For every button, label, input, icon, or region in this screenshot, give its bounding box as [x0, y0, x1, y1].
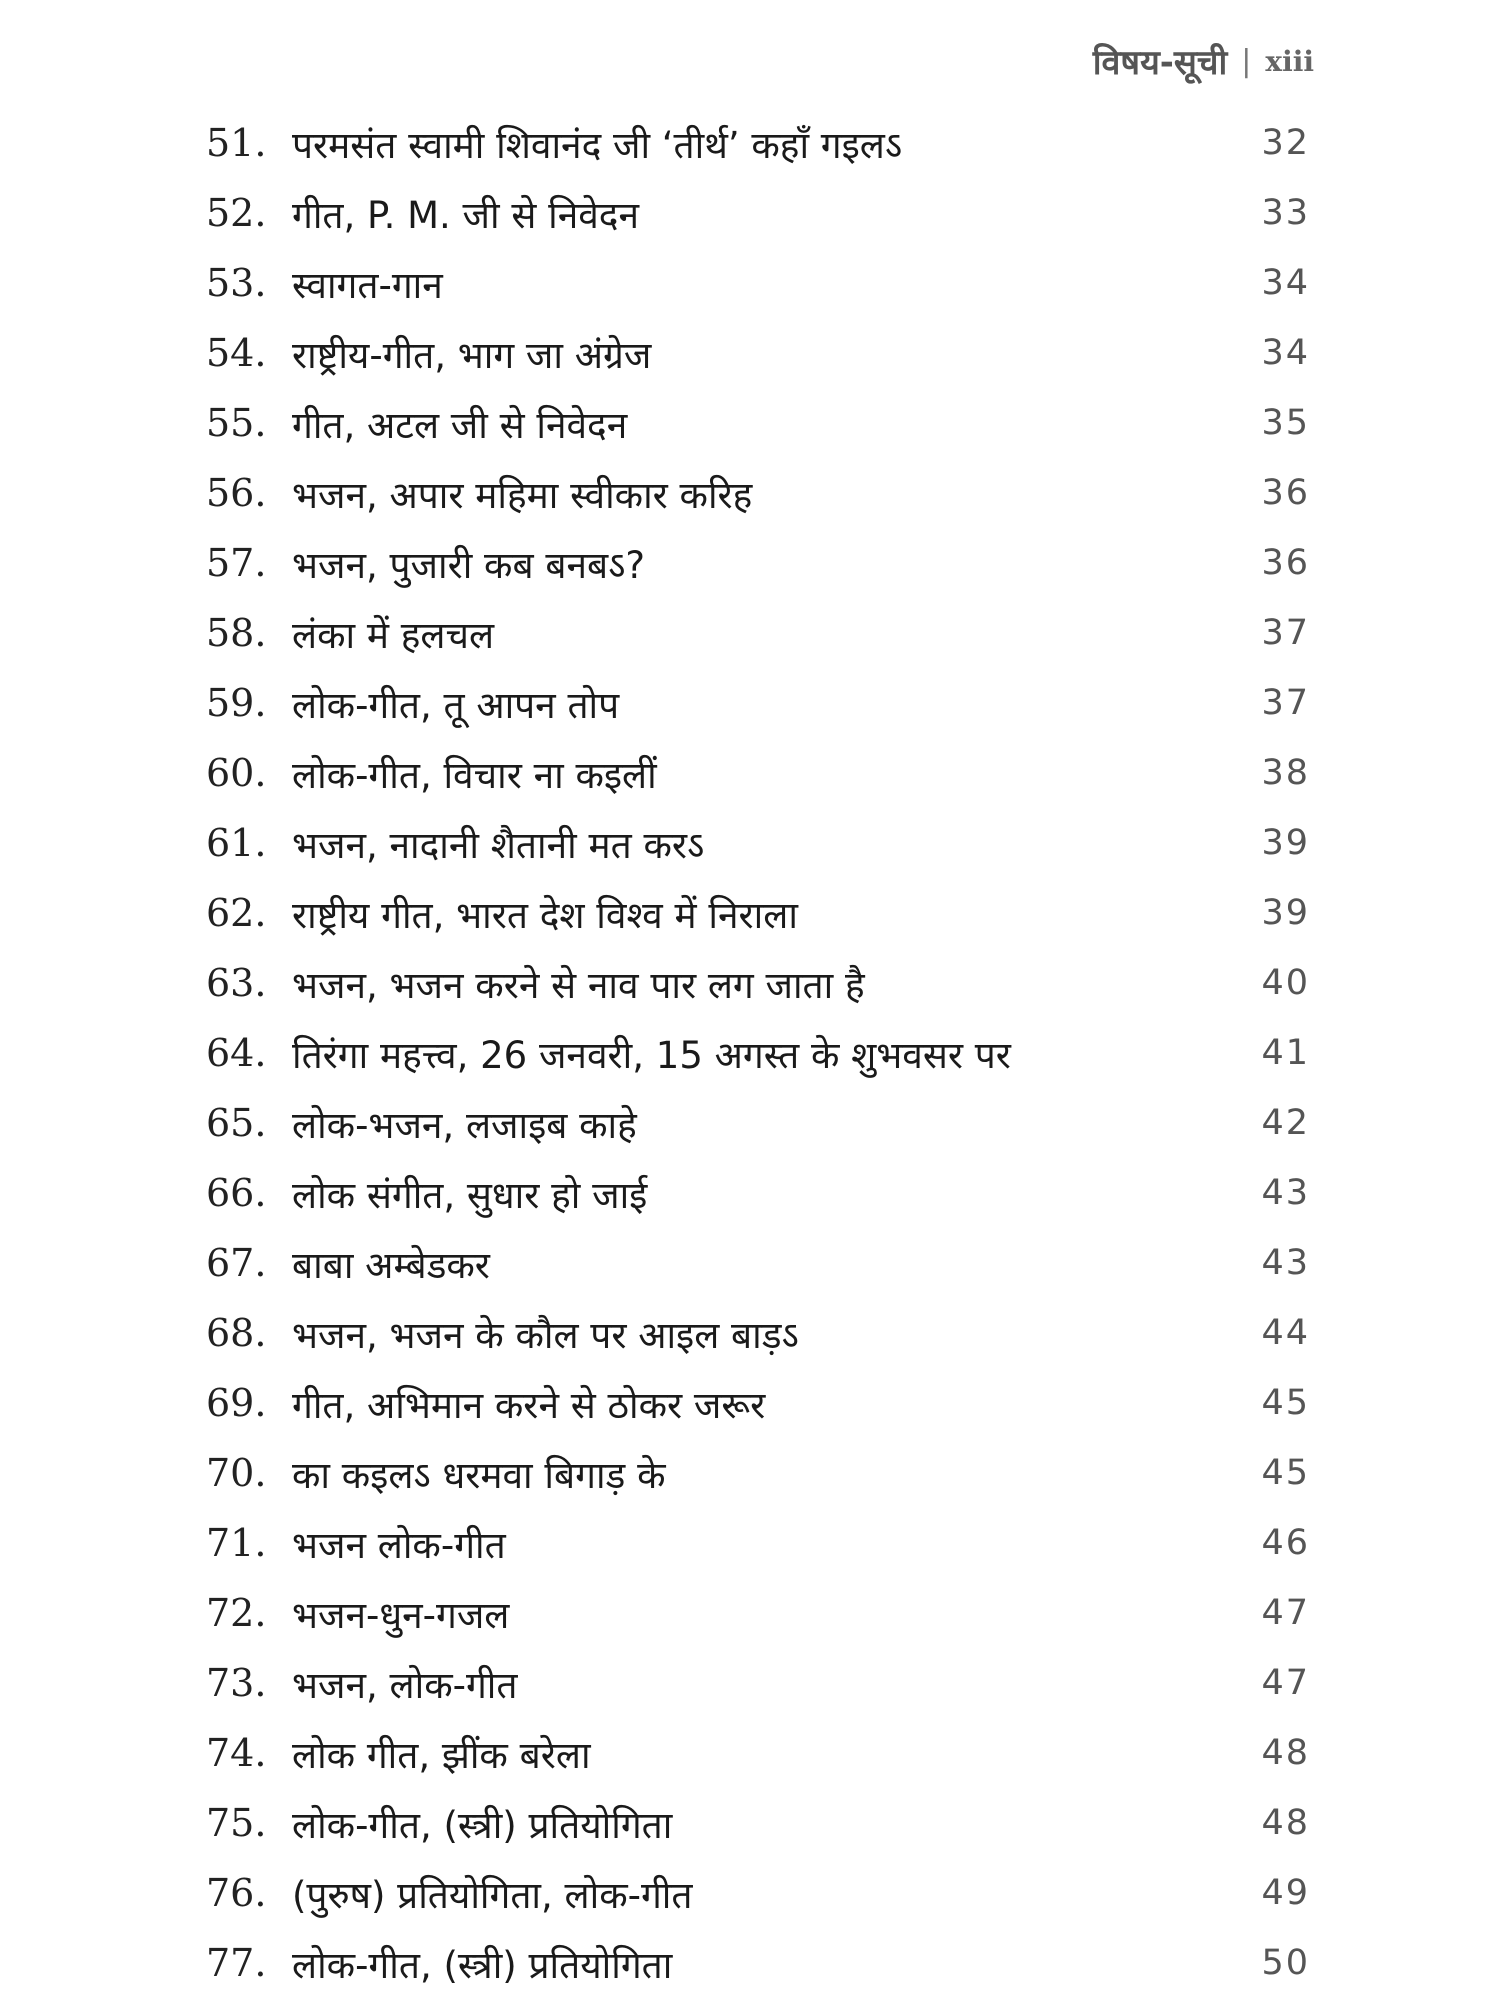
toc-entry-page-number: 43	[1261, 1173, 1310, 1213]
toc-entry-number: 75.	[206, 1801, 267, 1845]
toc-entry	[0, 878, 1500, 948]
toc-entry-page-number: 38	[1261, 753, 1310, 793]
toc-entry-number: 70.	[206, 1451, 267, 1495]
toc-entry-number: 72.	[206, 1591, 267, 1635]
toc-entry-page-number: 48	[1261, 1733, 1310, 1773]
toc-entry-page-number: 43	[1261, 1243, 1310, 1283]
toc-entry-number: 59.	[206, 681, 267, 725]
toc-entry	[0, 1928, 1500, 1998]
toc-entry-title: लोक-भजन, लजाइब काहे	[292, 1103, 637, 1147]
toc-entry-title: का कइलऽ धरमवा बिगाड़ के	[292, 1453, 666, 1497]
toc-entry-number: 57.	[206, 541, 267, 585]
toc-entry	[0, 1718, 1500, 1788]
toc-entry-page-number: 49	[1261, 1873, 1310, 1913]
toc-entry-title: बाबा अम्बेडकर	[292, 1243, 490, 1287]
toc-entry	[0, 668, 1500, 738]
toc-entry	[0, 318, 1500, 388]
toc-entry	[0, 1578, 1500, 1648]
toc-entry-page-number: 33	[1261, 193, 1310, 233]
toc-entry-number: 74.	[206, 1731, 267, 1775]
toc-entry-number: 63.	[206, 961, 267, 1005]
toc-entry-number: 58.	[206, 611, 267, 655]
toc-entry-number: 52.	[206, 191, 267, 235]
toc-entry	[0, 248, 1500, 318]
toc-entry	[0, 1018, 1500, 1088]
toc-entry-page-number: 50	[1261, 1943, 1310, 1983]
header-separator: |	[1241, 43, 1252, 79]
table-of-contents	[0, 108, 1500, 1998]
toc-entry	[0, 598, 1500, 668]
toc-entry-page-number: 47	[1261, 1593, 1310, 1633]
toc-entry-page-number: 34	[1261, 263, 1310, 303]
toc-entry-number: 60.	[206, 751, 267, 795]
toc-entry-number: 68.	[206, 1311, 267, 1355]
toc-entry-page-number: 48	[1261, 1803, 1310, 1843]
toc-entry-page-number: 32	[1261, 123, 1310, 163]
toc-entry-page-number: 39	[1261, 893, 1310, 933]
page-folio: xiii	[1265, 44, 1314, 78]
toc-entry-title: राष्ट्रीय-गीत, भाग जा अंग्रेज	[292, 333, 652, 377]
toc-entry-number: 62.	[206, 891, 267, 935]
toc-entry-number: 66.	[206, 1171, 267, 1215]
toc-entry	[0, 1228, 1500, 1298]
toc-entry-title: गीत, अभिमान करने से ठोकर जरूर	[292, 1383, 766, 1427]
toc-entry-page-number: 45	[1261, 1383, 1310, 1423]
toc-entry-title: लोक गीत, झींक बरेला	[292, 1733, 591, 1777]
toc-entry	[0, 1298, 1500, 1368]
toc-entry-title: लोक-गीत, (स्त्री) प्रतियोगिता	[292, 1803, 673, 1847]
toc-entry-page-number: 37	[1261, 683, 1310, 723]
toc-entry-title: लंका में हलचल	[292, 613, 495, 657]
toc-entry-number: 65.	[206, 1101, 267, 1145]
toc-entry-number: 54.	[206, 331, 267, 375]
toc-entry	[0, 948, 1500, 1018]
toc-entry-title: भजन, लोक-गीत	[292, 1663, 518, 1707]
toc-entry-title: तिरंगा महत्त्व, 26 जनवरी, 15 अगस्त के शुभवसर पर	[292, 1033, 1011, 1077]
toc-entry	[0, 388, 1500, 458]
toc-entry-title: (पुरुष) प्रतियोगिता, लोक-गीत	[292, 1873, 693, 1917]
toc-entry-title: राष्ट्रीय गीत, भारत देश विश्व में निराला	[292, 893, 798, 937]
toc-entry-number: 69.	[206, 1381, 267, 1425]
running-header	[1093, 38, 1314, 84]
toc-entry-title: लोक-गीत, (स्त्री) प्रतियोगिता	[292, 1943, 673, 1987]
toc-entry-title: स्वागत-गान	[292, 263, 443, 307]
toc-entry-title: भजन, अपार महिमा स्वीकार करिह	[292, 473, 753, 517]
toc-entry-page-number: 34	[1261, 333, 1310, 373]
toc-entry	[0, 178, 1500, 248]
toc-entry-number: 56.	[206, 471, 267, 515]
toc-entry-number: 53.	[206, 261, 267, 305]
toc-entry-page-number: 36	[1261, 543, 1310, 583]
toc-entry	[0, 1438, 1500, 1508]
toc-entry-page-number: 47	[1261, 1663, 1310, 1703]
toc-entry	[0, 1368, 1500, 1438]
toc-entry-title: भजन लोक-गीत	[292, 1523, 506, 1567]
toc-entry	[0, 1788, 1500, 1858]
toc-entry-page-number: 41	[1261, 1033, 1310, 1073]
toc-entry-number: 51.	[206, 121, 267, 165]
toc-entry-page-number: 46	[1261, 1523, 1310, 1563]
toc-entry-number: 61.	[206, 821, 267, 865]
toc-entry-title: लोक-गीत, विचार ना कइलीं	[292, 753, 657, 797]
toc-entry-number: 73.	[206, 1661, 267, 1705]
toc-entry	[0, 1858, 1500, 1928]
toc-entry-page-number: 45	[1261, 1453, 1310, 1493]
toc-entry	[0, 108, 1500, 178]
toc-entry	[0, 458, 1500, 528]
toc-entry	[0, 528, 1500, 598]
toc-entry-page-number: 36	[1261, 473, 1310, 513]
toc-entry-number: 55.	[206, 401, 267, 445]
section-title: विषय-सूची	[1092, 43, 1228, 83]
toc-entry	[0, 1648, 1500, 1718]
toc-entry-title: भजन, भजन के कौल पर आइल बाड़ऽ	[292, 1313, 799, 1357]
toc-entry-page-number: 35	[1261, 403, 1310, 443]
toc-entry-title: परमसंत स्वामी शिवानंद जी ‘तीर्थ’ कहाँ गइलऽ	[292, 123, 903, 167]
toc-entry	[0, 1158, 1500, 1228]
toc-entry-number: 67.	[206, 1241, 267, 1285]
toc-entry-title: गीत, अटल जी से निवेदन	[292, 403, 628, 447]
toc-entry	[0, 808, 1500, 878]
toc-entry-number: 76.	[206, 1871, 267, 1915]
toc-entry-page-number: 39	[1261, 823, 1310, 863]
toc-entry-title: भजन, पुजारी कब बनबऽ?	[292, 543, 646, 587]
toc-entry-title: भजन-धुन-गजल	[292, 1593, 510, 1637]
toc-entry-number: 77.	[206, 1941, 267, 1985]
toc-entry	[0, 1508, 1500, 1578]
toc-entry-page-number: 44	[1261, 1313, 1310, 1353]
toc-entry-number: 64.	[206, 1031, 267, 1075]
toc-entry-title: गीत, P. M. जी से निवेदन	[292, 193, 639, 237]
toc-entry-title: लोक संगीत, सुधार हो जाई	[292, 1173, 648, 1217]
toc-entry-title: लोक-गीत, तू आपन तोप	[292, 683, 620, 727]
toc-entry-number: 71.	[206, 1521, 267, 1565]
toc-entry-page-number: 40	[1261, 963, 1310, 1003]
toc-entry-title: भजन, भजन करने से नाव पार लग जाता है	[292, 963, 865, 1007]
toc-entry	[0, 738, 1500, 808]
toc-entry-title: भजन, नादानी शैतानी मत करऽ	[292, 823, 705, 867]
toc-entry	[0, 1088, 1500, 1158]
toc-entry-page-number: 37	[1261, 613, 1310, 653]
toc-entry-page-number: 42	[1261, 1103, 1310, 1143]
